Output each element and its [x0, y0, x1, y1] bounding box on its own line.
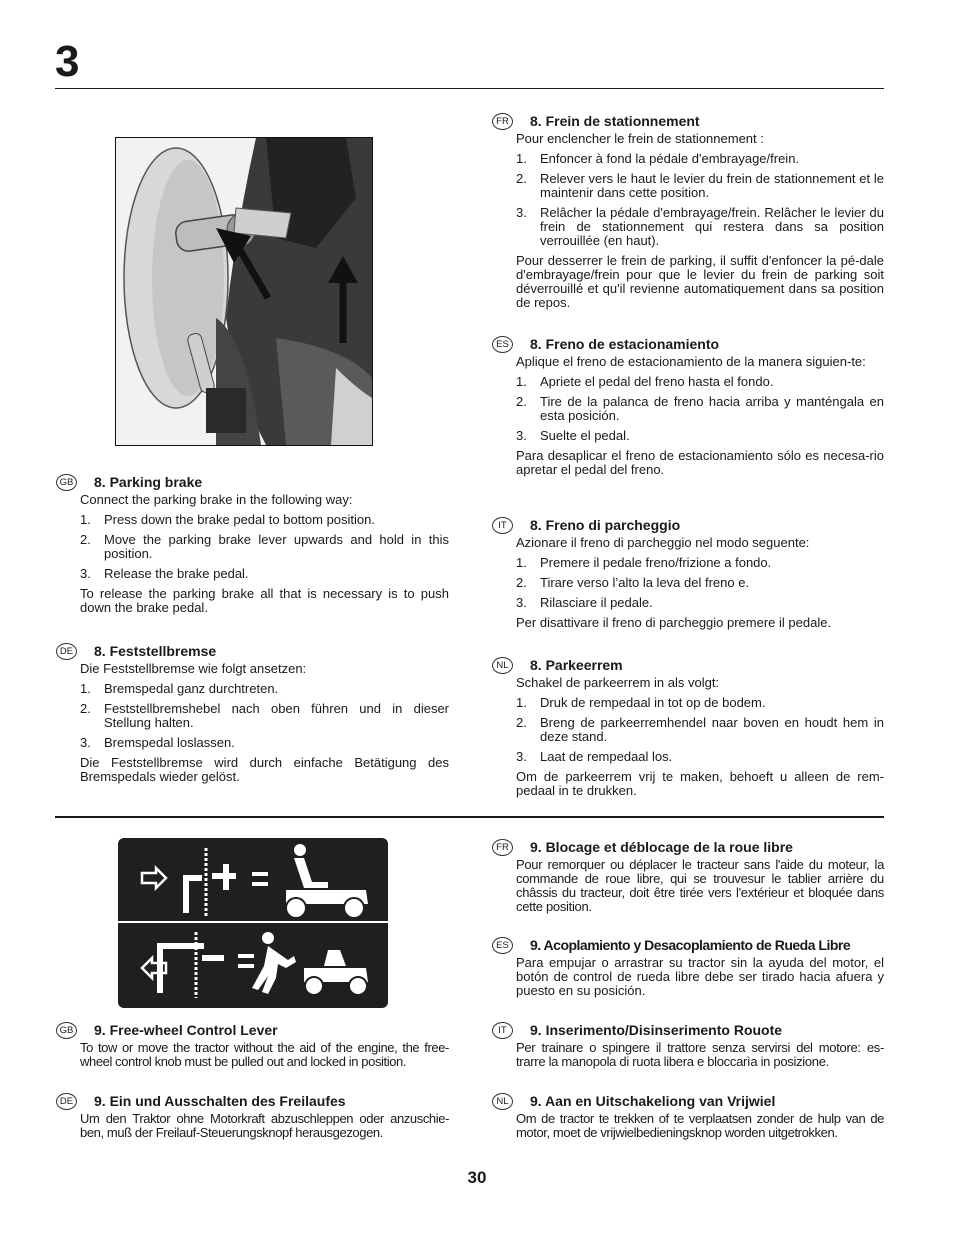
top-rule: [55, 88, 884, 89]
intro-text: Die Feststellbremse wie folgt ansetzen:: [80, 661, 307, 676]
flag-fr: FR: [492, 113, 513, 130]
list-item: 3. Release the brake pedal.: [80, 566, 249, 581]
section-title: 8. Freno di parcheggio: [530, 517, 681, 533]
page-number: 30: [467, 1168, 487, 1187]
list-item: 1. Apriete el pedal del freno hasta el fondo.: [516, 374, 774, 389]
flag-nl: NL: [492, 657, 513, 674]
chapter-number: 3: [55, 37, 80, 86]
intro-text: Azionare il freno di parcheggio nel modo seguente:: [516, 535, 810, 550]
list-item: 2. Move the parking brake lever upwards and hold in this position.: [80, 532, 449, 561]
flag-gb: GB: [56, 1022, 77, 1039]
list-item: 2. Tire de la palanca de freno hacia arriba y manténgala en esta posición.: [516, 394, 884, 423]
body-text: Per trainare o spingere il trattore senza servirsi del motore: es-trarre la manopola di ruota libera e bloccarìa in posizione.: [516, 1040, 884, 1069]
flag-es: ES: [492, 937, 513, 954]
section-fr-freewheel: [496, 839, 884, 914]
intro-text: Aplique el freno de estacionamiento de la manera siguien-te:: [516, 354, 866, 369]
list-item: 1. Enfoncer à fond la pédale d'embrayage/frein.: [516, 151, 800, 166]
list-item: 3. Relâcher la pédale d'embrayage/frein. Relâcher le levier du frein de stationnement qui restera dans sa position verrouillée (en haut).: [516, 205, 884, 248]
flag-de: DE: [56, 1093, 77, 1110]
section-es-freewheel: [496, 937, 884, 998]
note-text: Om de parkeerrem vrij te maken, behoeft u alleen de rem-pedaal in te drukken.: [516, 769, 884, 798]
section-nl-parking: [496, 657, 884, 798]
flag-it: IT: [492, 517, 513, 534]
list-item: 1. Press down the brake pedal to bottom position.: [80, 512, 375, 527]
list-item: 1. Bremspedal ganz durchtreten.: [80, 681, 279, 696]
flag-gb: GB: [56, 474, 77, 491]
section-it-freewheel: [498, 1022, 884, 1069]
section-title: 9. Free-wheel Control Lever: [94, 1022, 278, 1038]
section-de-freewheel: [59, 1093, 449, 1140]
note-text: Die Feststellbremse wird durch einfache Betätigung des Bremspedals wieder gelöst.: [80, 755, 449, 784]
section-gb-freewheel: [59, 1022, 449, 1069]
list-item: 2. Breng de parkeerremhendel naar boven en houdt hem in deze stand.: [516, 715, 884, 744]
note-text: Per disattivare il freno di parcheggio premere il pedale.: [516, 615, 832, 630]
intro-text: Connect the parking brake in the following way:: [80, 492, 353, 507]
section-es-parking: [496, 336, 884, 477]
body-text: Pour remorquer ou déplacer le tracteur sans l'aide du moteur, la commande de roue libre, qui se trouvesur le tablier arrière du châssis du tracteur, doit être tirée vers l'extérieur et bloquée dans cette position.: [516, 857, 884, 914]
parking-brake-illustration: [116, 138, 372, 445]
flag-es: ES: [492, 336, 513, 353]
section-title: 8. Parking brake: [94, 474, 203, 490]
list-item: 1. Druk de rempedaal in tot op de bodem.: [516, 695, 766, 710]
body-text: To tow or move the tractor without the aid of the engine, the free-wheel control knob must be pulled out and locked in position.: [80, 1040, 449, 1069]
list-item: 3. Bremspedal loslassen.: [80, 735, 235, 750]
section-title: 9. Inserimento/Disinserimento Rouote: [530, 1022, 783, 1038]
section-divider: [55, 816, 884, 818]
section-nl-freewheel: [496, 1093, 884, 1140]
section-title: 8. Frein de stationnement: [530, 113, 700, 129]
list-item: 3. Rilasciare il pedale.: [516, 595, 653, 610]
list-item: 2. Feststellbremshebel nach oben führen und in dieser Stellung halten.: [80, 701, 449, 730]
section-title: 9. Ein und Ausschalten des Freilaufes: [94, 1093, 346, 1109]
section-title: 8. Parkeerrem: [530, 657, 623, 673]
list-item: 3. Laat de rempedaal los.: [516, 749, 673, 764]
freewheel-pictogram: [118, 838, 388, 1008]
flag-it: IT: [492, 1022, 513, 1039]
section-it-parking: [498, 517, 884, 630]
section-title: 9. Aan en Uitschakeliong van Vrijwiel: [530, 1093, 776, 1109]
list-item: 2. Tirare verso l’alto la leva del freno e.: [516, 575, 750, 590]
list-item: 3. Suelte el pedal.: [516, 428, 630, 443]
body-text: Um den Traktor ohne Motorkraft abzuschleppen oder anzuschie-ben, muß der Freilauf-Steuerungsknopf herausgezogen.: [80, 1111, 449, 1140]
flag-fr: FR: [492, 839, 513, 856]
body-text: Om de tractor te trekken of te verplaatsen zonder de hulp van de motor, moet de vrijwielbedieningsknop worden uitgetrokken.: [516, 1111, 884, 1140]
section-title: 8. Feststellbremse: [94, 643, 217, 659]
section-gb-parking: [59, 474, 449, 615]
freewheel-illustration: [118, 838, 388, 1008]
section-fr-parking: [496, 113, 884, 310]
note-text: Para desaplicar el freno de estacionamiento sólo es necesa-rio apretar el pedal del freno.: [516, 448, 884, 477]
section-title: 8. Freno de estacionamiento: [530, 336, 720, 352]
list-item: 1. Premere il pedale freno/frizione a fondo.: [516, 555, 772, 570]
intro-text: Schakel de parkeerrem in als volgt:: [516, 675, 720, 690]
section-title: 9. Acoplamiento y Desacoplamiento de Rueda Libre: [530, 937, 851, 953]
flag-nl: NL: [492, 1093, 513, 1110]
note-text: To release the parking brake all that is necessary is to push down the brake pedal.: [80, 586, 449, 615]
list-item: 2. Relever vers le haut le levier du frein de stationnement et le maintenir dans cette position.: [516, 171, 884, 200]
note-text: Pour desserrer le frein de parking, il suffit d'enfoncer la pé-dale d'embrayage/frein pour que le levier du frein de parking soit déverrouillé et qu'il revienne automatiquement dans sa position de repos.: [516, 253, 884, 310]
parking-brake-photo: [115, 137, 373, 446]
flag-de: DE: [56, 643, 77, 660]
section-title: 9. Blocage et déblocage de la roue libre: [530, 839, 793, 855]
section-de-parking: [59, 643, 449, 784]
body-text: Para empujar o arrastrar su tractor sin la ayuda del motor, el botón de control de rueda libre debe ser tirado hacia afuera y puesto en su posición.: [516, 955, 884, 998]
intro-text: Pour enclencher le frein de stationnement :: [516, 131, 764, 146]
